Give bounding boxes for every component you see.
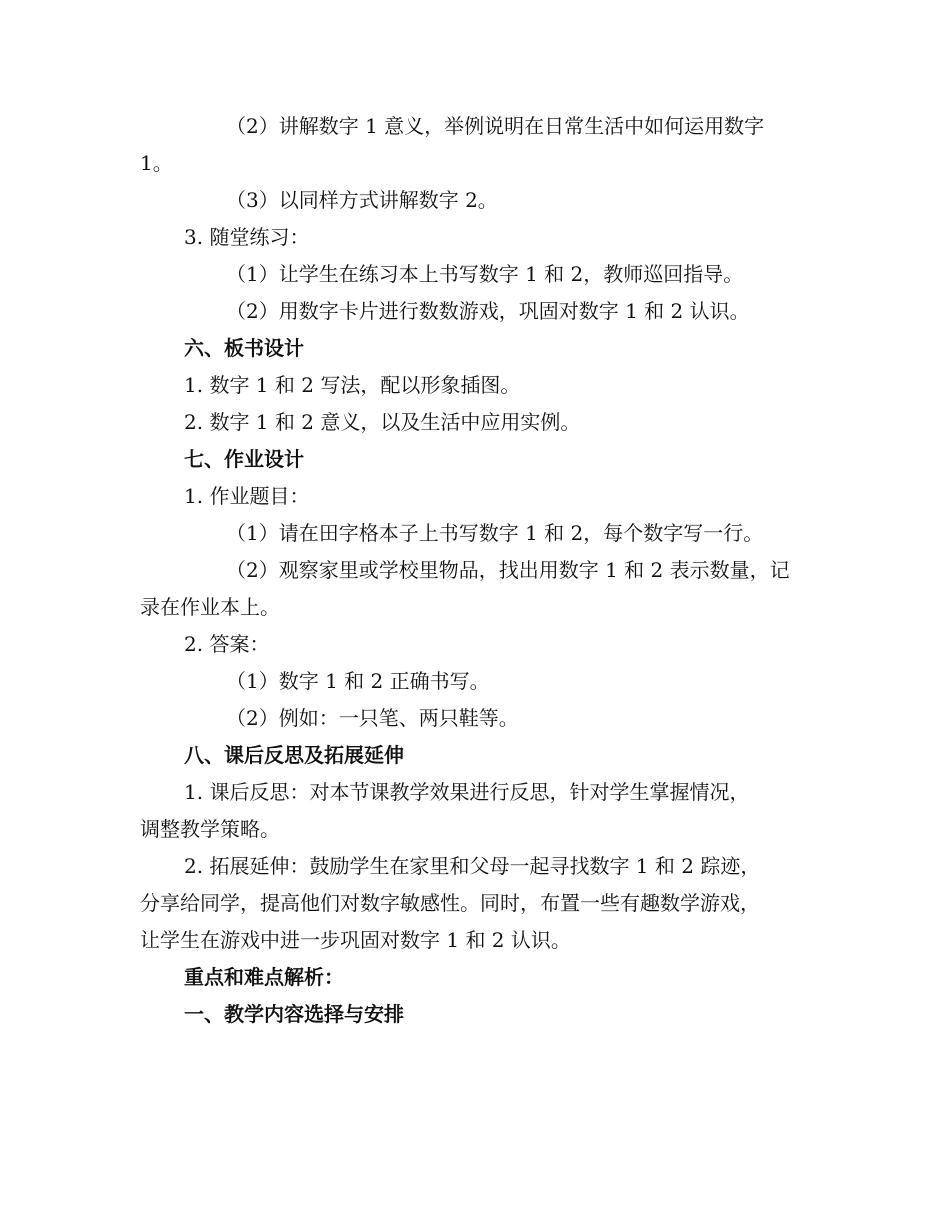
paragraph-line: 录在作业本上。 <box>140 595 280 619</box>
paragraph-line: （2）讲解数字 1 意义，举例说明在日常生活中如何运用数字 <box>226 114 765 138</box>
paragraph-line: 1。 <box>140 151 173 175</box>
list-item: 2. 答案： <box>184 632 270 656</box>
paragraph-line: （3）以同样方式讲解数字 2。 <box>226 188 498 212</box>
paragraph-line: 分享给同学，提高他们对数字敏感性。同时，布置一些有趣数学游戏， <box>140 891 760 915</box>
list-item: 1. 课后反思：对本节课教学效果进行反思，针对学生掌握情况， <box>184 780 750 804</box>
paragraph-line: 让学生在游戏中进一步巩固对数字 1 和 2 认识。 <box>140 928 571 952</box>
paragraph-line: 调整教学策略。 <box>140 817 280 841</box>
list-item: 3. 随堂练习： <box>184 225 310 249</box>
paragraph-line: （1）让学生在练习本上书写数字 1 和 2，教师巡回指导。 <box>226 262 744 286</box>
section-heading: 八、课后反思及拓展延伸 <box>184 743 404 767</box>
paragraph-line: （2）用数字卡片进行数数游戏，巩固对数字 1 和 2 认识。 <box>226 299 750 323</box>
list-item: 1. 数字 1 和 2 写法，配以形象插图。 <box>184 373 521 397</box>
paragraph-line: （1）数字 1 和 2 正确书写。 <box>226 669 490 693</box>
section-heading: 七、作业设计 <box>184 447 304 471</box>
paragraph-line: （1）请在田字格本子上书写数字 1 和 2，每个数字写一行。 <box>226 521 764 545</box>
paragraph-line: （2）观察家里或学校里物品，找出用数字 1 和 2 表示数量，记 <box>226 558 790 582</box>
section-heading: 一、教学内容选择与安排 <box>184 1002 404 1026</box>
section-heading: 重点和难点解析： <box>184 965 344 989</box>
list-item: 2. 数字 1 和 2 意义，以及生活中应用实例。 <box>184 410 581 434</box>
list-item: 2. 拓展延伸：鼓励学生在家里和父母一起寻找数字 1 和 2 踪迹， <box>184 854 761 878</box>
paragraph-line: （2）例如：一只笔、两只鞋等。 <box>226 706 519 730</box>
list-item: 1. 作业题目： <box>184 484 310 508</box>
section-heading: 六、板书设计 <box>184 336 304 360</box>
